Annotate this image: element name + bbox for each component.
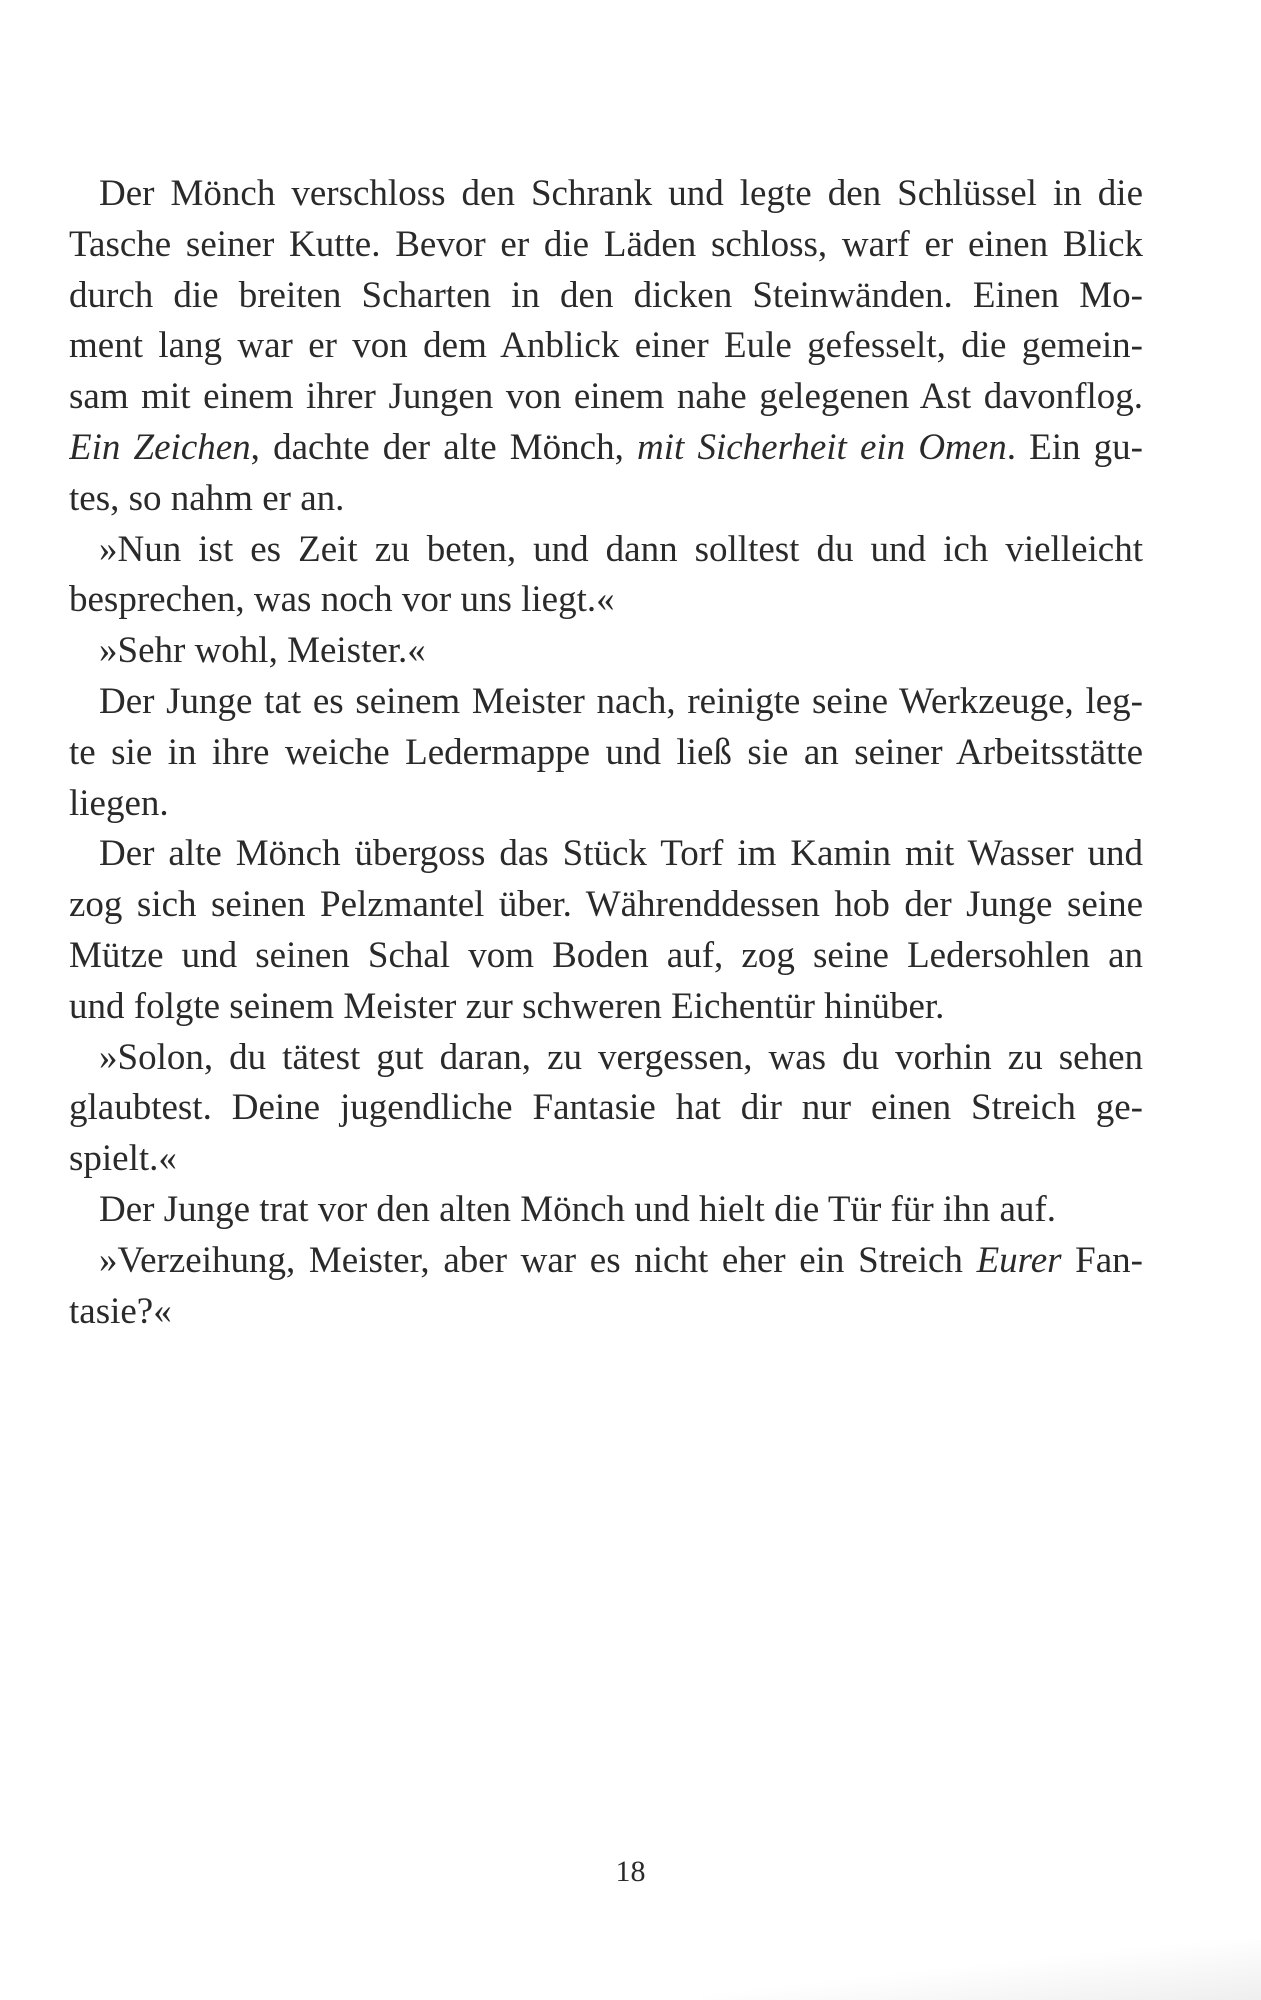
text-span: »Verzeihung, Meister, aber war es nicht eher ein Streich bbox=[99, 1239, 977, 1281]
text-line: Der Mönch verschloss den Schrank und legte den Schlüssel in die bbox=[99, 173, 1143, 214]
text-line: tasie?« bbox=[69, 1290, 172, 1332]
text-line: Der Junge trat vor den alten Mönch und hielt die Tür für ihn auf. bbox=[99, 1188, 1056, 1230]
text-line: Der Junge tat es seinem Meister nach, reinigte seine Werkzeuge, leg- bbox=[99, 680, 1143, 722]
text-line: glaubtest. Deine jugendliche Fantasie hat dir nur einen Streich ge- bbox=[69, 1087, 1143, 1129]
italic-phrase: Eurer bbox=[976, 1239, 1062, 1281]
text-line: Tasche seiner Kutte. Bevor er die Läden schloss, warf er einen Blick bbox=[69, 223, 1143, 265]
page-edge-shadow bbox=[701, 1940, 1261, 2000]
text-line: ment lang war er von dem Anblick einer Eule gefesselt, die gemein- bbox=[69, 325, 1143, 367]
text-line: »Sehr wohl, Meister.« bbox=[99, 630, 426, 672]
text-line: Mütze und seinen Schal vom Boden auf, zog seine Ledersohlen an bbox=[69, 934, 1143, 976]
text-line: und folgte seinem Meister zur schweren Eichentür hinüber. bbox=[69, 985, 945, 1027]
text-line: te sie in ihre weiche Ledermappe und ließ sie an seiner Arbeitsstätte bbox=[69, 731, 1143, 773]
text-line: durch die breiten Scharten in den dicken Steinwänden. Einen Mo- bbox=[69, 274, 1143, 316]
text-line: »Nun ist es Zeit zu beten, und dann solltest du und ich vielleicht bbox=[99, 528, 1143, 570]
text-line: Der alte Mönch übergoss das Stück Torf im Kamin mit Wasser und bbox=[99, 833, 1143, 875]
text-line: sam mit einem ihrer Jungen von einem nahe gelegenen Ast davonflog. bbox=[69, 376, 1143, 418]
text-line: zog sich seinen Pelzmantel über. Währenddessen hob der Junge seine bbox=[69, 884, 1143, 926]
text-span: Fan- bbox=[1061, 1239, 1143, 1281]
text-line: spielt.« bbox=[69, 1138, 177, 1180]
text-span: , dachte der alte Mönch, bbox=[250, 426, 638, 468]
text-span: . Ein gu- bbox=[1006, 426, 1143, 468]
italic-phrase: Ein Zeichen bbox=[69, 426, 251, 468]
text-line: besprechen, was noch vor uns liegt.« bbox=[69, 579, 615, 621]
text-line: tes, so nahm er an. bbox=[69, 477, 345, 519]
text-line: »Solon, du tätest gut daran, zu vergessen, was du vorhin zu sehen bbox=[99, 1036, 1143, 1078]
text-line bbox=[69, 1236, 1143, 1287]
page-number: 18 bbox=[615, 1855, 646, 1888]
text-line bbox=[69, 423, 1143, 474]
italic-phrase: mit Sicherheit ein Omen bbox=[637, 426, 1007, 468]
body-text bbox=[69, 169, 1143, 1337]
text-line: liegen. bbox=[69, 782, 169, 824]
